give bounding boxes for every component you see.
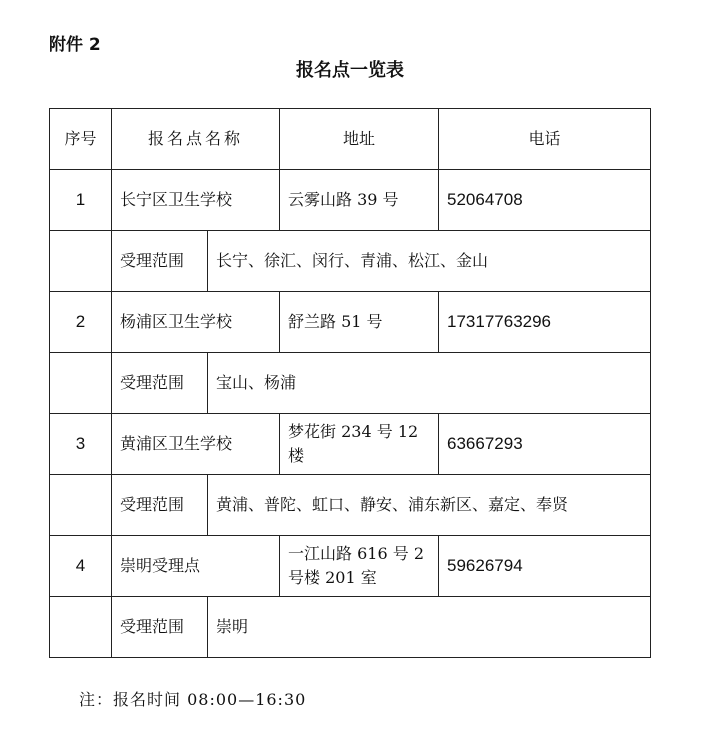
header-index: 序号 (50, 109, 112, 170)
site-phone: 52064708 (439, 170, 651, 231)
site-phone: 17317763296 (439, 292, 651, 353)
scope-label: 受理范围 (112, 597, 208, 658)
table-header-row (50, 109, 651, 170)
table-row (50, 414, 651, 475)
scope-label: 受理范围 (112, 475, 208, 536)
site-phone: 59626794 (439, 536, 651, 597)
scope-value: 宝山、杨浦 (208, 353, 651, 414)
table-row (50, 536, 651, 597)
table-row-scope (50, 353, 651, 414)
empty-cell (50, 353, 112, 414)
site-index: 2 (50, 292, 112, 353)
header-address: 地址 (280, 109, 439, 170)
site-name: 杨浦区卫生学校 (112, 292, 280, 353)
registration-sites-table (49, 108, 651, 658)
site-phone: 63667293 (439, 414, 651, 475)
site-index: 3 (50, 414, 112, 475)
empty-cell (50, 597, 112, 658)
site-name: 黄浦区卫生学校 (112, 414, 280, 475)
site-name: 长宁区卫生学校 (112, 170, 280, 231)
site-address: 一江山路 616 号 2 号楼 201 室 (280, 536, 439, 597)
table-row-scope (50, 597, 651, 658)
scope-label: 受理范围 (112, 353, 208, 414)
table-row (50, 292, 651, 353)
site-address: 云雾山路 39 号 (280, 170, 439, 231)
header-phone: 电话 (439, 109, 651, 170)
site-index: 4 (50, 536, 112, 597)
page-title: 报名点一览表 (296, 60, 404, 81)
scope-label: 受理范围 (112, 231, 208, 292)
site-name: 崇明受理点 (112, 536, 280, 597)
scope-value: 黄浦、普陀、虹口、静安、浦东新区、嘉定、奉贤 (208, 475, 651, 536)
footnote: 注：报名时间 08:00—16:30 (79, 690, 307, 709)
attachment-label: 附件 2 (49, 35, 101, 55)
site-index: 1 (50, 170, 112, 231)
site-address: 梦花街 234 号 12 楼 (280, 414, 439, 475)
table-row-scope (50, 475, 651, 536)
table-row-scope (50, 231, 651, 292)
scope-value: 长宁、徐汇、闵行、青浦、松江、金山 (208, 231, 651, 292)
scope-value: 崇明 (208, 597, 651, 658)
header-name: 报名点名称 (112, 109, 280, 170)
empty-cell (50, 231, 112, 292)
empty-cell (50, 475, 112, 536)
site-address: 舒兰路 51 号 (280, 292, 439, 353)
table-row (50, 170, 651, 231)
